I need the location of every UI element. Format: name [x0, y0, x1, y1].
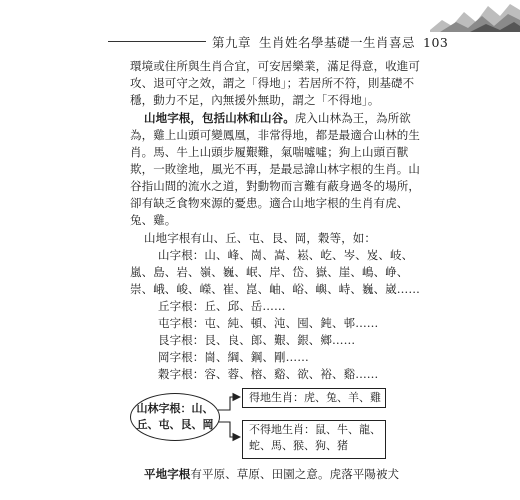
root-label: 屯字根： [158, 316, 205, 330]
root-list-line: 屯字根：屯、純、頓、沌、囤、鈍、邨…… [158, 316, 379, 330]
roots-intro: 山地字根有山、丘、屯、艮、岡，穀等，如： [144, 231, 376, 245]
root-list-line: 山字根：山、峰、崗、嵩、崧、屹、岑、岌、岐、 [158, 248, 414, 262]
oval-line: 山林字根：山、 [136, 402, 214, 415]
root-list-line: 嵐、島、岩、嶺、巍、岷、岸、岱、嶽、崖、嶋、峥、 [130, 265, 409, 279]
root-list-line: 穀字根：容、蓉、榕、谿、欲、裕、谿…… [158, 367, 379, 381]
mountain-root-oval [130, 393, 220, 441]
paragraph-line: 肖。馬、牛上山頭步履艱難，氣喘噓噓；狗上山頭百獸 [130, 145, 409, 159]
paragraph-line: 環境或住所與生肖合宜，可安居樂業，滿足得意，收進可 [130, 59, 420, 73]
paragraph-line: 穩，動力不足，內無援外無助，謂之「不得地」。 [130, 93, 380, 107]
section-heading: 平地字根 [144, 467, 191, 481]
chapter-title: 生肖姓名學基礎一生肖喜忌 [259, 35, 416, 50]
section-heading: 山地字根，包括山林和山谷。 [144, 111, 295, 125]
root-list-line: 崇、峨、峻、嶸、崔、崑、岫、峪、嶼、峙、巍、崴…… [130, 282, 420, 296]
root-list-line: 岡字根：崗、綱、鋼、剛…… [158, 350, 309, 364]
running-header [206, 33, 450, 51]
root-label: 丘字根： [158, 299, 205, 313]
paragraph-line: 平地字根有平原、草原、田園之意。虎落平陽被犬 [144, 467, 400, 481]
paragraph-line: 山地字根，包括山林和山谷。虎入山林為王，為所欲 [144, 111, 411, 125]
paragraph-line: 卻有缺乏食物來源的憂患。適合山地字根的生肖有虎、 [130, 196, 409, 210]
paragraph-line: 兔、雞。 [130, 213, 177, 227]
paragraph-line: 谷指山間的流水之道，對動物而言難有蔽身過冬的場所， [130, 179, 420, 193]
root-label: 山字根： [158, 248, 205, 262]
root-list-line: 丘字根：丘、邱、岳…… [158, 299, 286, 313]
root-label: 艮字根： [158, 333, 205, 347]
paragraph-line: 欺，一敗塗地，風光不再，是最忌諱山林字根的生肖。山 [130, 162, 420, 176]
root-label: 岡字根： [158, 350, 205, 364]
chapter-label: 第九章 [212, 35, 252, 50]
favorable-signs-box: 得地生肖：虎、兔、羊、雞 [242, 388, 386, 408]
oval-line: 丘、屯、艮、岡 [136, 418, 214, 431]
ink-landscape-decoration [430, 0, 520, 32]
root-label: 穀字根： [158, 367, 205, 381]
root-list-line: 艮字根：艮、良、郎、艱、銀、鄉…… [158, 333, 356, 347]
unfavorable-signs-box: 不得地生肖：鼠、牛、龍、 蛇、馬、猴、狗、猪 [242, 420, 386, 459]
page-number: 103 [423, 35, 449, 50]
paragraph-line: 攻、退可守之效，謂之「得地」；若居所不符，則基礎不 [130, 76, 415, 90]
paragraph-line: 為，雞上山頭可變鳳凰，非常得地，都是最適合山林的生 [130, 128, 420, 142]
